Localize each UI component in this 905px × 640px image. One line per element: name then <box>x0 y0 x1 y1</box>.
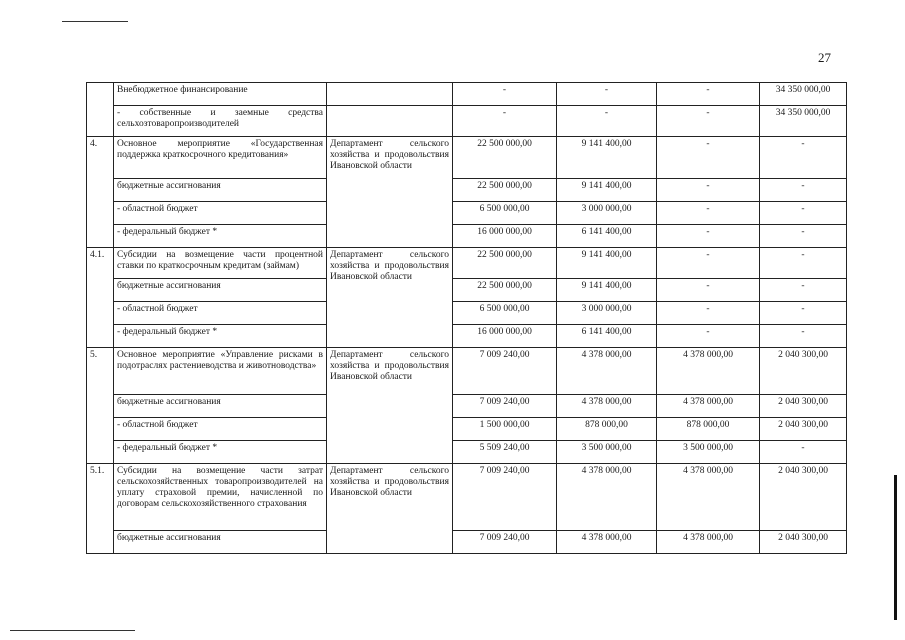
value-cell: 9 141 400,00 <box>557 179 657 202</box>
row-label: - федеральный бюджет * <box>114 325 327 348</box>
row-label: бюджетные ассигнования <box>114 531 327 554</box>
table-row <box>87 248 847 279</box>
value-cell: 3 500 000,00 <box>557 441 657 464</box>
value-cell: - <box>657 248 760 279</box>
value-cell: 4 378 000,00 <box>657 395 760 418</box>
value-cell: - <box>657 83 760 106</box>
table-row <box>87 531 847 554</box>
value-cell: 22 500 000,00 <box>453 137 557 179</box>
value-cell: 4 378 000,00 <box>557 395 657 418</box>
value-cell: - <box>453 106 557 137</box>
table-row <box>87 137 847 179</box>
row-title: Субсидии на возмещение части затрат сельскохозяйственных товаропроизводителей на уплату страховой премии, начисленной по договорам сельскохозяйственного страхования <box>114 464 327 531</box>
table-row <box>87 179 847 202</box>
value-cell: - <box>657 179 760 202</box>
row-title: Субсидии на возмещение части процентной ставки по краткосрочным кредитам (займам) <box>114 248 327 279</box>
num-cell: 5.1. <box>87 464 114 554</box>
num-cell: 5. <box>87 348 114 464</box>
value-cell: 4 378 000,00 <box>557 531 657 554</box>
top-rule <box>62 21 128 22</box>
value-cell: 9 141 400,00 <box>557 279 657 302</box>
value-cell: - <box>657 106 760 137</box>
row-label: бюджетные ассигнования <box>114 279 327 302</box>
value-cell: - <box>760 248 847 279</box>
value-cell: 34 350 000,00 <box>760 106 847 137</box>
table-row <box>87 325 847 348</box>
value-cell: 9 141 400,00 <box>557 248 657 279</box>
value-cell: 4 378 000,00 <box>657 531 760 554</box>
value-cell: 3 500 000,00 <box>657 441 760 464</box>
value-cell: 7 009 240,00 <box>453 395 557 418</box>
value-cell: - <box>657 325 760 348</box>
value-cell: 6 500 000,00 <box>453 202 557 225</box>
value-cell: 22 500 000,00 <box>453 279 557 302</box>
executor-cell: Департамент сельского хозяйства и продовольствия Ивановской области <box>327 137 453 248</box>
value-cell: 16 000 000,00 <box>453 225 557 248</box>
table-row <box>87 225 847 248</box>
value-cell: - <box>760 441 847 464</box>
num-cell <box>87 83 114 137</box>
value-cell: - <box>657 302 760 325</box>
executor-cell <box>327 106 453 137</box>
value-cell: 2 040 300,00 <box>760 531 847 554</box>
table-row <box>87 464 847 531</box>
row-title: Основное мероприятие «Государственная поддержка краткосрочного кредитования» <box>114 137 327 179</box>
table-row <box>87 279 847 302</box>
executor-cell: Департамент сельского хозяйства и продовольствия Ивановской области <box>327 464 453 554</box>
value-cell: 7 009 240,00 <box>453 464 557 531</box>
row-label: бюджетные ассигнования <box>114 395 327 418</box>
value-cell: 2 040 300,00 <box>760 348 847 395</box>
value-cell: 2 040 300,00 <box>760 464 847 531</box>
table-row <box>87 395 847 418</box>
value-cell: - <box>760 137 847 179</box>
value-cell: 878 000,00 <box>557 418 657 441</box>
value-cell: - <box>557 106 657 137</box>
value-cell: 2 040 300,00 <box>760 395 847 418</box>
value-cell: 3 000 000,00 <box>557 302 657 325</box>
value-cell: 1 500 000,00 <box>453 418 557 441</box>
table-row <box>87 302 847 325</box>
table-row <box>87 202 847 225</box>
row-label: - областной бюджет <box>114 302 327 325</box>
executor-cell <box>327 83 453 106</box>
scan-edge-mark <box>894 475 897 620</box>
row-label: - областной бюджет <box>114 202 327 225</box>
value-cell: - <box>760 325 847 348</box>
value-cell: 6 500 000,00 <box>453 302 557 325</box>
value-cell: - <box>657 202 760 225</box>
value-cell: 16 000 000,00 <box>453 325 557 348</box>
table-row <box>87 418 847 441</box>
table-row <box>87 348 847 395</box>
value-cell: 2 040 300,00 <box>760 418 847 441</box>
row-title: Основное мероприятие «Управление рисками в подотраслях растениеводства и животноводства» <box>114 348 327 395</box>
table-row <box>87 441 847 464</box>
value-cell: 4 378 000,00 <box>557 348 657 395</box>
value-cell: - <box>557 83 657 106</box>
value-cell: - <box>657 279 760 302</box>
row-label: - областной бюджет <box>114 418 327 441</box>
table-row <box>87 106 847 137</box>
value-cell: - <box>760 202 847 225</box>
table-row <box>87 83 847 106</box>
value-cell: - <box>657 137 760 179</box>
row-label: - федеральный бюджет * <box>114 225 327 248</box>
page-number: 27 <box>818 50 831 65</box>
row-label: Внебюджетное финансирование <box>114 83 327 106</box>
value-cell: 22 500 000,00 <box>453 179 557 202</box>
value-cell: 7 009 240,00 <box>453 531 557 554</box>
value-cell: - <box>760 179 847 202</box>
value-cell: - <box>760 279 847 302</box>
value-cell: - <box>760 302 847 325</box>
row-label: - федеральный бюджет * <box>114 441 327 464</box>
value-cell: - <box>760 225 847 248</box>
num-cell: 4.1. <box>87 248 114 348</box>
value-cell: - <box>453 83 557 106</box>
row-label: - собственные и заемные средства сельхозтоваропроизводителей <box>114 106 327 137</box>
value-cell: 4 378 000,00 <box>557 464 657 531</box>
value-cell: 22 500 000,00 <box>453 248 557 279</box>
value-cell: 34 350 000,00 <box>760 83 847 106</box>
value-cell: 4 378 000,00 <box>657 464 760 531</box>
value-cell: 6 141 400,00 <box>557 225 657 248</box>
value-cell: 5 509 240,00 <box>453 441 557 464</box>
value-cell: - <box>657 225 760 248</box>
num-cell: 4. <box>87 137 114 248</box>
bottom-rule <box>10 630 135 631</box>
value-cell: 3 000 000,00 <box>557 202 657 225</box>
row-label: бюджетные ассигнования <box>114 179 327 202</box>
value-cell: 9 141 400,00 <box>557 137 657 179</box>
value-cell: 7 009 240,00 <box>453 348 557 395</box>
value-cell: 4 378 000,00 <box>657 348 760 395</box>
executor-cell: Департамент сельского хозяйства и продовольствия Ивановской области <box>327 248 453 348</box>
executor-cell: Департамент сельского хозяйства и продовольствия Ивановской области <box>327 348 453 464</box>
budget-table <box>86 82 847 554</box>
value-cell: 6 141 400,00 <box>557 325 657 348</box>
value-cell: 878 000,00 <box>657 418 760 441</box>
